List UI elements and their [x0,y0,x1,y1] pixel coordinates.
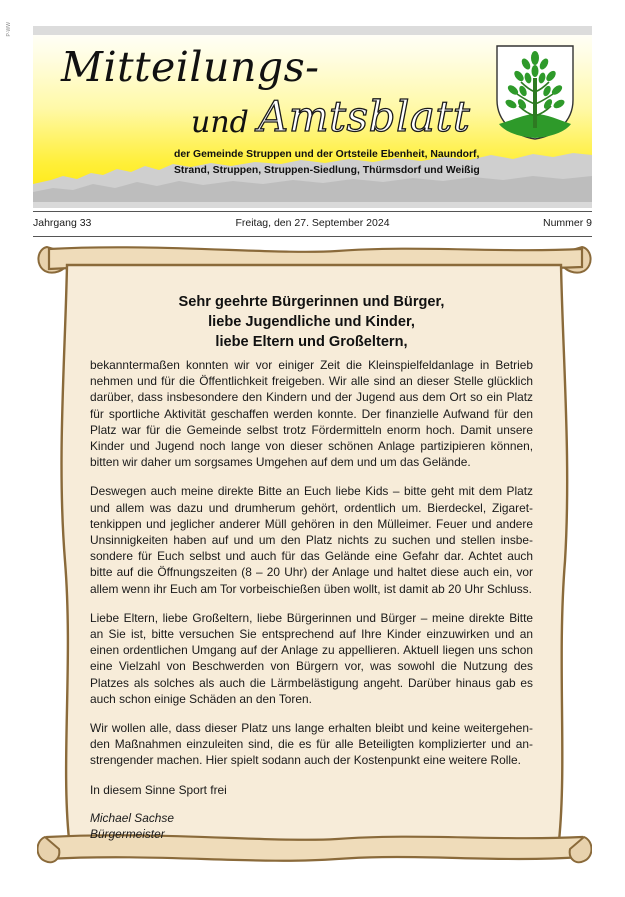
letter-paragraph-3: Liebe Eltern, liebe Großeltern, liebe Bürgerinnen und Bürger – meine direkte Bitte an Sie ist, bitte versuchen Sie entsprechend auf Ihre Kinder einzuwirken und an einen ordentlichen Umgang auf der Anlage zu appellieren. Aktuell liegen uns schon eine Vielzahl von Beschwerden von Bürgern vor, was sowohl die Nutzung des Platzes als solches als auch die Lärmbelästigung angeht. Darüber hinaus gab es auch schon einige Schäden an den Toren. [90,610,533,706]
letter [90,292,533,842]
greeting-line-2: liebe Jugendliche und Kinder, [208,314,415,330]
issue-info-bar [33,211,592,237]
subtitle-line-2: Strand, Struppen, Struppen-Siedlung, Thürmsdorf und Weißig [174,164,480,176]
letter-paragraph-4: Wir wollen alle, dass dieser Platz uns lange erhalten bleibt und keine weitergehenden Maßnahmen einzuleiten sind, die es für alle Beteiligten komplizierter und anstrengender machen. Hier spielt sodann auch der Kostenpunkt eine weitere Rolle. [90,721,533,768]
letter-paragraph-2: Deswegen auch meine direkte Bitte an Euch liebe Kids – bitte geht mit dem Platz und allem was dazu und drumherum gehört, ordentlich um. Bierdeckel, Zigarettenkippen und jeglicher anderer Müll gehören in den Mülleimer. Feuer und andere Unsinnigkeiten haben auf und um den Platz nichts zu suchen und stellen insbesondere für Euch selbst und auch für das Gelände eine Gefahr dar. Achtet auch bitte auf die Öffnungszeiten (8 – 20 Uhr) der Anlage und haltet diese auch ein, vor allem wenn ihr Euch am Tor vorbeischießen üben wollt, ist damit ab 20 Uhr Schluss. [90,484,533,596]
masthead-subtitle [174,147,584,178]
issue-date: Freitag, den 27. September 2024 [235,217,390,229]
volume-number: Jahrgang 33 [33,217,92,229]
letter-paragraph-1: bekanntermaßen konnten wir vor einiger Zeit die Kleinspielfeldanlage in Betrieb nehmen und für die Öffentlichkeit freigeben. Wir alle sind an dieser Stelle glücklich darüber, dass insbesondere den Kindern und der Jugend aus dem Ort so ein Platz für sportliche Aktivität geschaffen werden konnte. Der finanzielle Aufwand für den Platz war für die Gemeinde selbst trotz Fördermitteln enorm hoch. Damit unsere Kinder und Jugend noch lange von dieser schönen Anlage partizipieren können, bitten wir daher um sorgsames Umgehen auf dem und um das Gelände. [90,358,533,470]
subtitle-line-1: der Gemeinde Struppen und der Ortsteile Ebenheit, Naundorf, [174,149,480,160]
greeting-line-3: liebe Eltern und Großeltern, [215,334,408,350]
title-amtsblatt: Amtsblatt [258,92,471,141]
masthead [33,26,592,208]
title-mitteilungs: Mitteilungs- [61,43,320,91]
letter-closing: In diesem Sinne Sport frei [90,782,227,797]
signer-title: Bürgermeister [90,827,165,842]
issue-number: Nummer 9 [542,217,592,229]
print-mark: P-WW [6,22,12,37]
letter-greeting [90,292,533,352]
coat-of-arms-icon [495,44,575,141]
signer-name: Michael Sachse [90,810,174,825]
greeting-line-1: Sehr geehrte Bürgerinnen und Bürger, [178,294,445,310]
title-und: und [191,105,249,140]
